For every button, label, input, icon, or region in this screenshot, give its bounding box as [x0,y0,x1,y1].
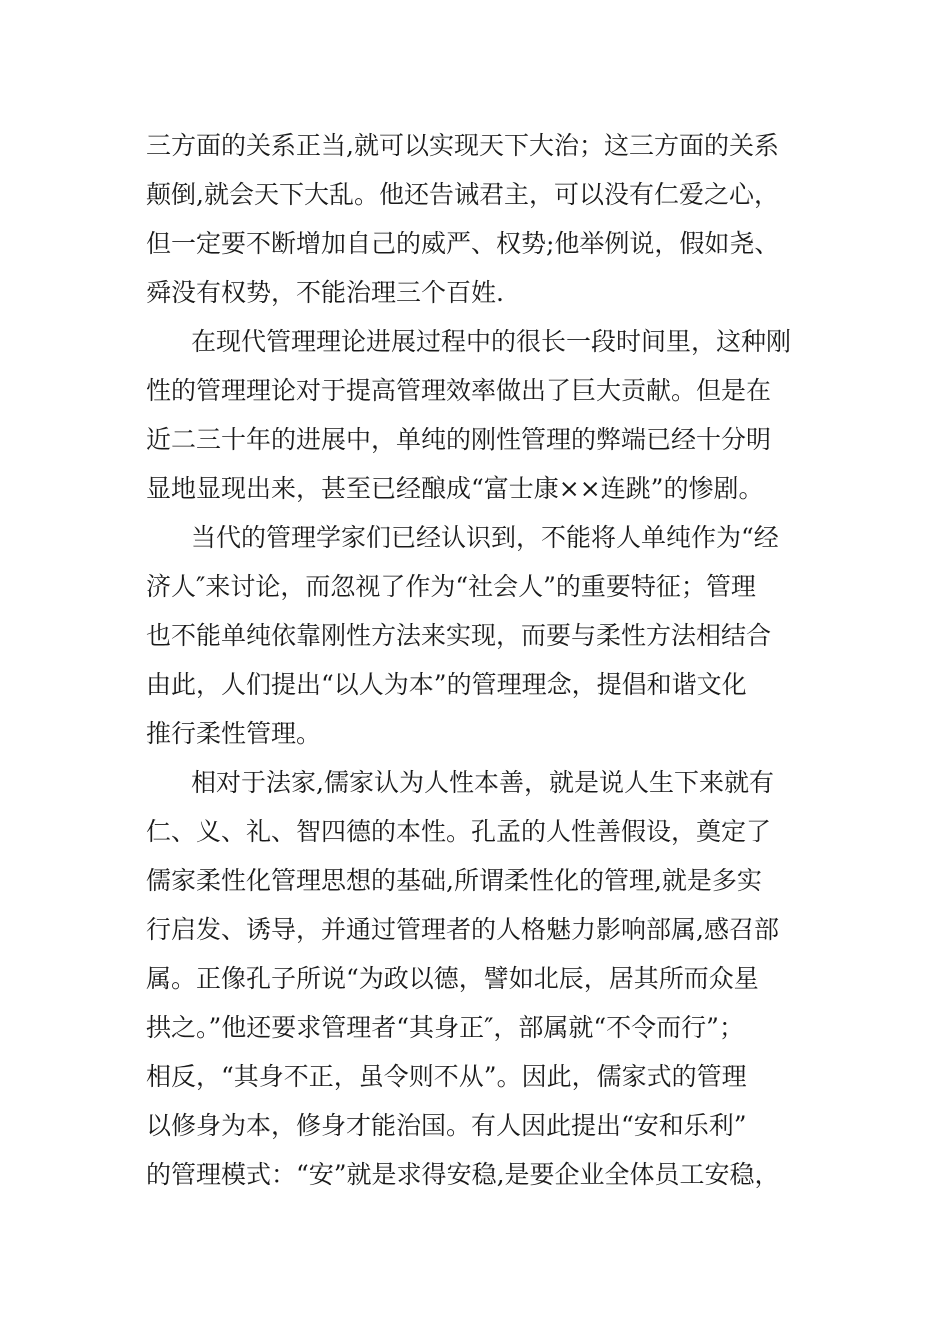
text-line: 由此，人们提出“以人为本”的管理理念，提倡和谐文化 [146,670,747,699]
text-line: 属。正像孔子所说“为政以德，譬如北辰，居其所而众星 [146,964,759,993]
text-line: 舜没有权势，不能治理三个百姓. [146,278,504,307]
paragraph-3 [146,513,810,758]
text-line: 也不能单纯依靠刚性方法来实现，而要与柔性方法相结合 [146,621,772,650]
text-line: 推行柔性管理。 [146,719,322,748]
text-line: 当代的管理学家们已经认识到，不能将人单纯作为“经 [191,523,779,552]
paragraph-1 [146,121,810,317]
text-line: 儒家柔性化管理思想的基础,所谓柔性化的管理,就是多实 [146,866,762,895]
text-line: 三方面的关系正当,就可以实现天下大治；这三方面的关系 [146,131,779,160]
text-line: 在现代管理理论进展过程中的很长一段时间里，这种刚 [191,327,792,356]
paragraph-2 [146,317,810,513]
text-line: 的管理模式：“安”就是求得安稳,是要企业全体员工安稳， [146,1160,780,1189]
text-line: 济人″来讨论，而忽视了作为“社会人”的重要特征；管理 [146,572,756,601]
text-line: 相反，“其身不正，虽令则不从”。因此，儒家式的管理 [146,1062,747,1091]
text-line: 性的管理理论对于提高管理效率做出了巨大贡献。但是在 [146,376,772,405]
text-line: 以修身为本，修身才能治国。有人因此提出“安和乐利” [146,1111,747,1140]
text-line: 显地显现出来，甚至已经酿成“富士康××连跳”的惨剧。 [146,474,764,503]
text-line: 近二三十年的进展中，单纯的刚性管理的弊端已经十分明 [146,425,772,454]
text-line: 仁、义、礼、智四德的本性。孔孟的人性善假设，奠定了 [146,817,772,846]
text-line: 行启发、诱导，并通过管理者的人格魅力影响部属,感召部 [146,915,779,944]
text-line: 颠倒,就会天下大乱。他还告诫君主，可以没有仁爱之心， [146,180,779,209]
text-line: 但一定要不断增加自己的威严、权势;他举例说，假如尧、 [146,229,780,258]
text-line: 相对于法家,儒家认为人性本善，就是说人生下来就有 [191,768,774,797]
body-text [146,121,810,1199]
paragraph-4 [146,758,810,1199]
text-line: 拱之。”他还要求管理者“其身正″，部属就“不令而行”； [146,1013,744,1042]
